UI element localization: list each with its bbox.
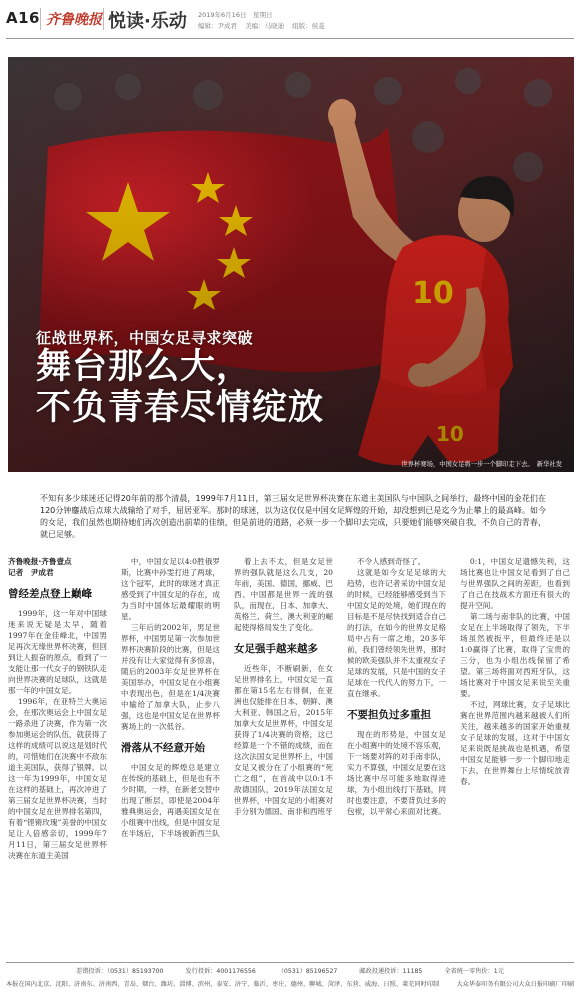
paragraph: 不过，网球比赛，女子足球比赛在世界范围内越来越被人们所关注，越来越多的国家开始重视女子足球的发展，这对于中国女足来说既是挑战也是机遇，希望中国女足能够一步一个脚印地走下去，在世界舞台上尽情绽放青春。 bbox=[460, 700, 570, 786]
hero-photo bbox=[8, 57, 574, 472]
editor-credit: 编辑：尹成君 bbox=[198, 22, 237, 30]
distribution-complaint-line-2: （0531）85196527 bbox=[277, 968, 338, 975]
headline bbox=[36, 347, 324, 429]
printer-name: 大众华泰印务有限公司大众日报印刷厂印刷 bbox=[456, 981, 574, 988]
paragraph: 近些年，不断刷新，在女足世界排名上，中国女足一直都在第15名左右徘徊，在亚洲也仅能排在日本、朝鲜、澳大利亚、韩国之后，2015年加拿大女足世界杯，中国女足获得了1/4决赛的资格，这已经算是一个不错的成绩，而在这次法国女足世界杯上，中国女足又被分在了小组赛的“死亡之组”，在首战中以0:1不敌德国队，2019年法国女足世界杯，中国女足的小组赛对手分别为德国、南非和西班牙 bbox=[234, 664, 333, 816]
paragraph: 0:1，中国女足遗憾失利，这场比赛也让中国女足看到了自己与世界强队之间的差距，也看到了自己在技战术方面还有很大的提升空间。 bbox=[460, 557, 570, 610]
article-column-2 bbox=[121, 556, 220, 839]
issue-date: 2019年6月16日 星期日 bbox=[198, 11, 273, 19]
paragraph: 中国女足的辉煌总是建立在传统的基础上，但是也有不少时期，一样，在新老交替中出现了断层，即使是2004年雅典奥运会，再遇美国女足在小组赛中出线，但是中国女足在半场后，下半场被新西兰队 bbox=[121, 763, 220, 838]
byline-source: 齐鲁晚报·齐鲁壹点 bbox=[8, 557, 72, 566]
footer-rule bbox=[6, 962, 574, 963]
subheading: 不要担负过多重担 bbox=[347, 709, 431, 721]
header-divider bbox=[103, 8, 104, 30]
section-title: 悦读·乐动 bbox=[108, 11, 187, 32]
paragraph: 1996年，在亚特兰大奥运会，在那次奥运会上中国女足一路杀进了决赛，作为第一次参加奥运会的队伍，就获得了这样的成绩可以说这是划时代的，可惜她们在决赛中不敌东道主美国队，获得了银牌。以这一年为1999年，中国女足在这样的基础上，再次冲进了第三届女足世界杯决赛，当时的中国女足在世界排名第四，有着“铿锵玫瑰”美誉的中国女足让人倍感亲切，1999年7月11日，第三届女足世界杯决赛在东道主美国 bbox=[8, 697, 107, 860]
photo-caption: 世界杯赛场，中国女足将一步一个脚印走下去。 新华社发 bbox=[401, 461, 562, 468]
article-column-1 bbox=[8, 556, 107, 861]
paragraph: 三年后的2002年，男足世界杯，中国男足第一次参加世界杯决赛阶段的比赛，但是这并没有让大家觉得有多惊喜，随后的2003年女足世界杯在美国举办，中国女足在小组赛中表现出色，但是在1/4决赛中输给了加拿大队，止步八强，这也是中国女足在世界杯赛场上的一次低谷。 bbox=[121, 623, 220, 731]
designer-credit: 美编：马晓迪 bbox=[245, 22, 285, 30]
layout-credit: 组版：侯菱 bbox=[292, 22, 325, 30]
paragraph: 现在的形势是，中国女足在小组赛中的处境不容乐观，下一场要对阵的对手南非队，实力不算强，中国女足要在这场比赛中尽可能多地取得进球，为小组出线打下基础，同时也要注意，不要背负过多的包袱，以平常心来面对比赛。 bbox=[347, 730, 446, 816]
headline-line-2: 不负青春尽情绽放 bbox=[36, 388, 325, 428]
byline-reporter: 记者 尹成君 bbox=[8, 568, 54, 577]
article-intro: 不知有多少球迷还记得20年前的那个清晨，1999年7月11日，第三届女足世界杯决赛在东道主美国队与中国队之间举行，最终中国的金花们在120分钟鏖战后点球大战输给了对手，屈居亚军。那时的球迷，以为这仅仅是中国女足辉煌的开始，却没想到已是迄今为止攀上的最高峰。如今的女足，我们虽然也期待她们再次创造出前辈的佳绩，但是前进的道路，必须一步一个脚印去完成，只要她们能够突破自我，不负自己的青春，就已足够。 bbox=[40, 494, 546, 539]
printing-locations: 本报在国内北京、沈阳、济南东、济南西、青岛、烟台、潍坊、淄博、滨州、泰安、济宁、临沂、枣庄、德州、聊城、菏泽、东营、威海、日照、莱芜同时印制 bbox=[6, 981, 440, 988]
header-rule bbox=[6, 38, 574, 39]
paragraph: 着上去不太，但是女足世界的强队就是这么几支，20年前，美国、德国，挪威、巴西、中国都是世界一流的强队，而现在，日本、加拿大、英格兰、荷兰、澳大利亚的崛起使得格局发生了变化。 bbox=[234, 557, 333, 632]
subheading: 曾经差点登上巅峰 bbox=[8, 588, 92, 600]
article-column-3 bbox=[234, 556, 333, 817]
footer-contacts bbox=[0, 966, 580, 975]
paragraph: 第二场与南非队的比赛，中国女足在上半场取得了领先，下半场虽然被扳平，但最终还是以1:0赢得了比赛，取得了宝贵的三分，也为小组出线保留了希望。第三场将面对西班牙队，这场比赛对于中国女足来说至关重要。 bbox=[460, 612, 570, 698]
editor-credits bbox=[198, 21, 331, 30]
headline-line-1: 舞台那么大， bbox=[36, 347, 253, 387]
article-column-4 bbox=[347, 556, 446, 817]
newspaper-logo: 齐鲁晚报 bbox=[46, 12, 102, 28]
postal-complaint-line: 邮政投递投诉：11185 bbox=[359, 968, 423, 975]
paragraph: 1999年，这一年对中国球迷来说无疑是太早，随着1997年在金佳峰北，中国男足再次无缘世界杯决赛，但回到让人振奋的原点，看到了一支能让那一代女子的钢铁队走向世界决赛的足球队，这就是那一年的中国女足。 bbox=[8, 609, 107, 695]
page-number: A16 bbox=[6, 9, 40, 27]
distribution-complaint-line: 发行投诉：4001176556 bbox=[185, 968, 256, 975]
header-divider bbox=[40, 8, 41, 30]
paragraph: 中，中国女足以4:0胜俄罗斯，比赛中孙雯打进了两球，这个冠军，此时的球迷才真正感受到了中国女足的存在，成为当时中国体坛最耀眼的明星。 bbox=[121, 557, 220, 621]
paragraph: 不令人感到奇怪了。 bbox=[356, 557, 426, 566]
error-complaint-line: 差错投诉：（0531）85193700 bbox=[76, 968, 164, 975]
paragraph: 这就是如今女足足球的大趋势，也许记者采访中国女足的时候，已经能够感受到当下中国女足的处境，她们现在的目标是不是尽快找到适合自己的打法，在如今的世界女足格局中占有一席之地，20多年前，我们曾经领先世界，那时候的欧美强队并不太重视女子足球的发展，只是中国的女子足球在一代代人的努力下，一直在继承。 bbox=[347, 568, 446, 698]
article-column-5 bbox=[460, 556, 570, 787]
subheading: 滑落从不经意开始 bbox=[121, 742, 205, 754]
subheading: 女足强手越来越多 bbox=[234, 643, 318, 655]
headline-kicker: 征战世界杯，中国女足寻求突破 bbox=[36, 329, 254, 347]
page-header bbox=[0, 0, 580, 40]
retail-price: 全省统一零售价：1元 bbox=[444, 968, 504, 975]
